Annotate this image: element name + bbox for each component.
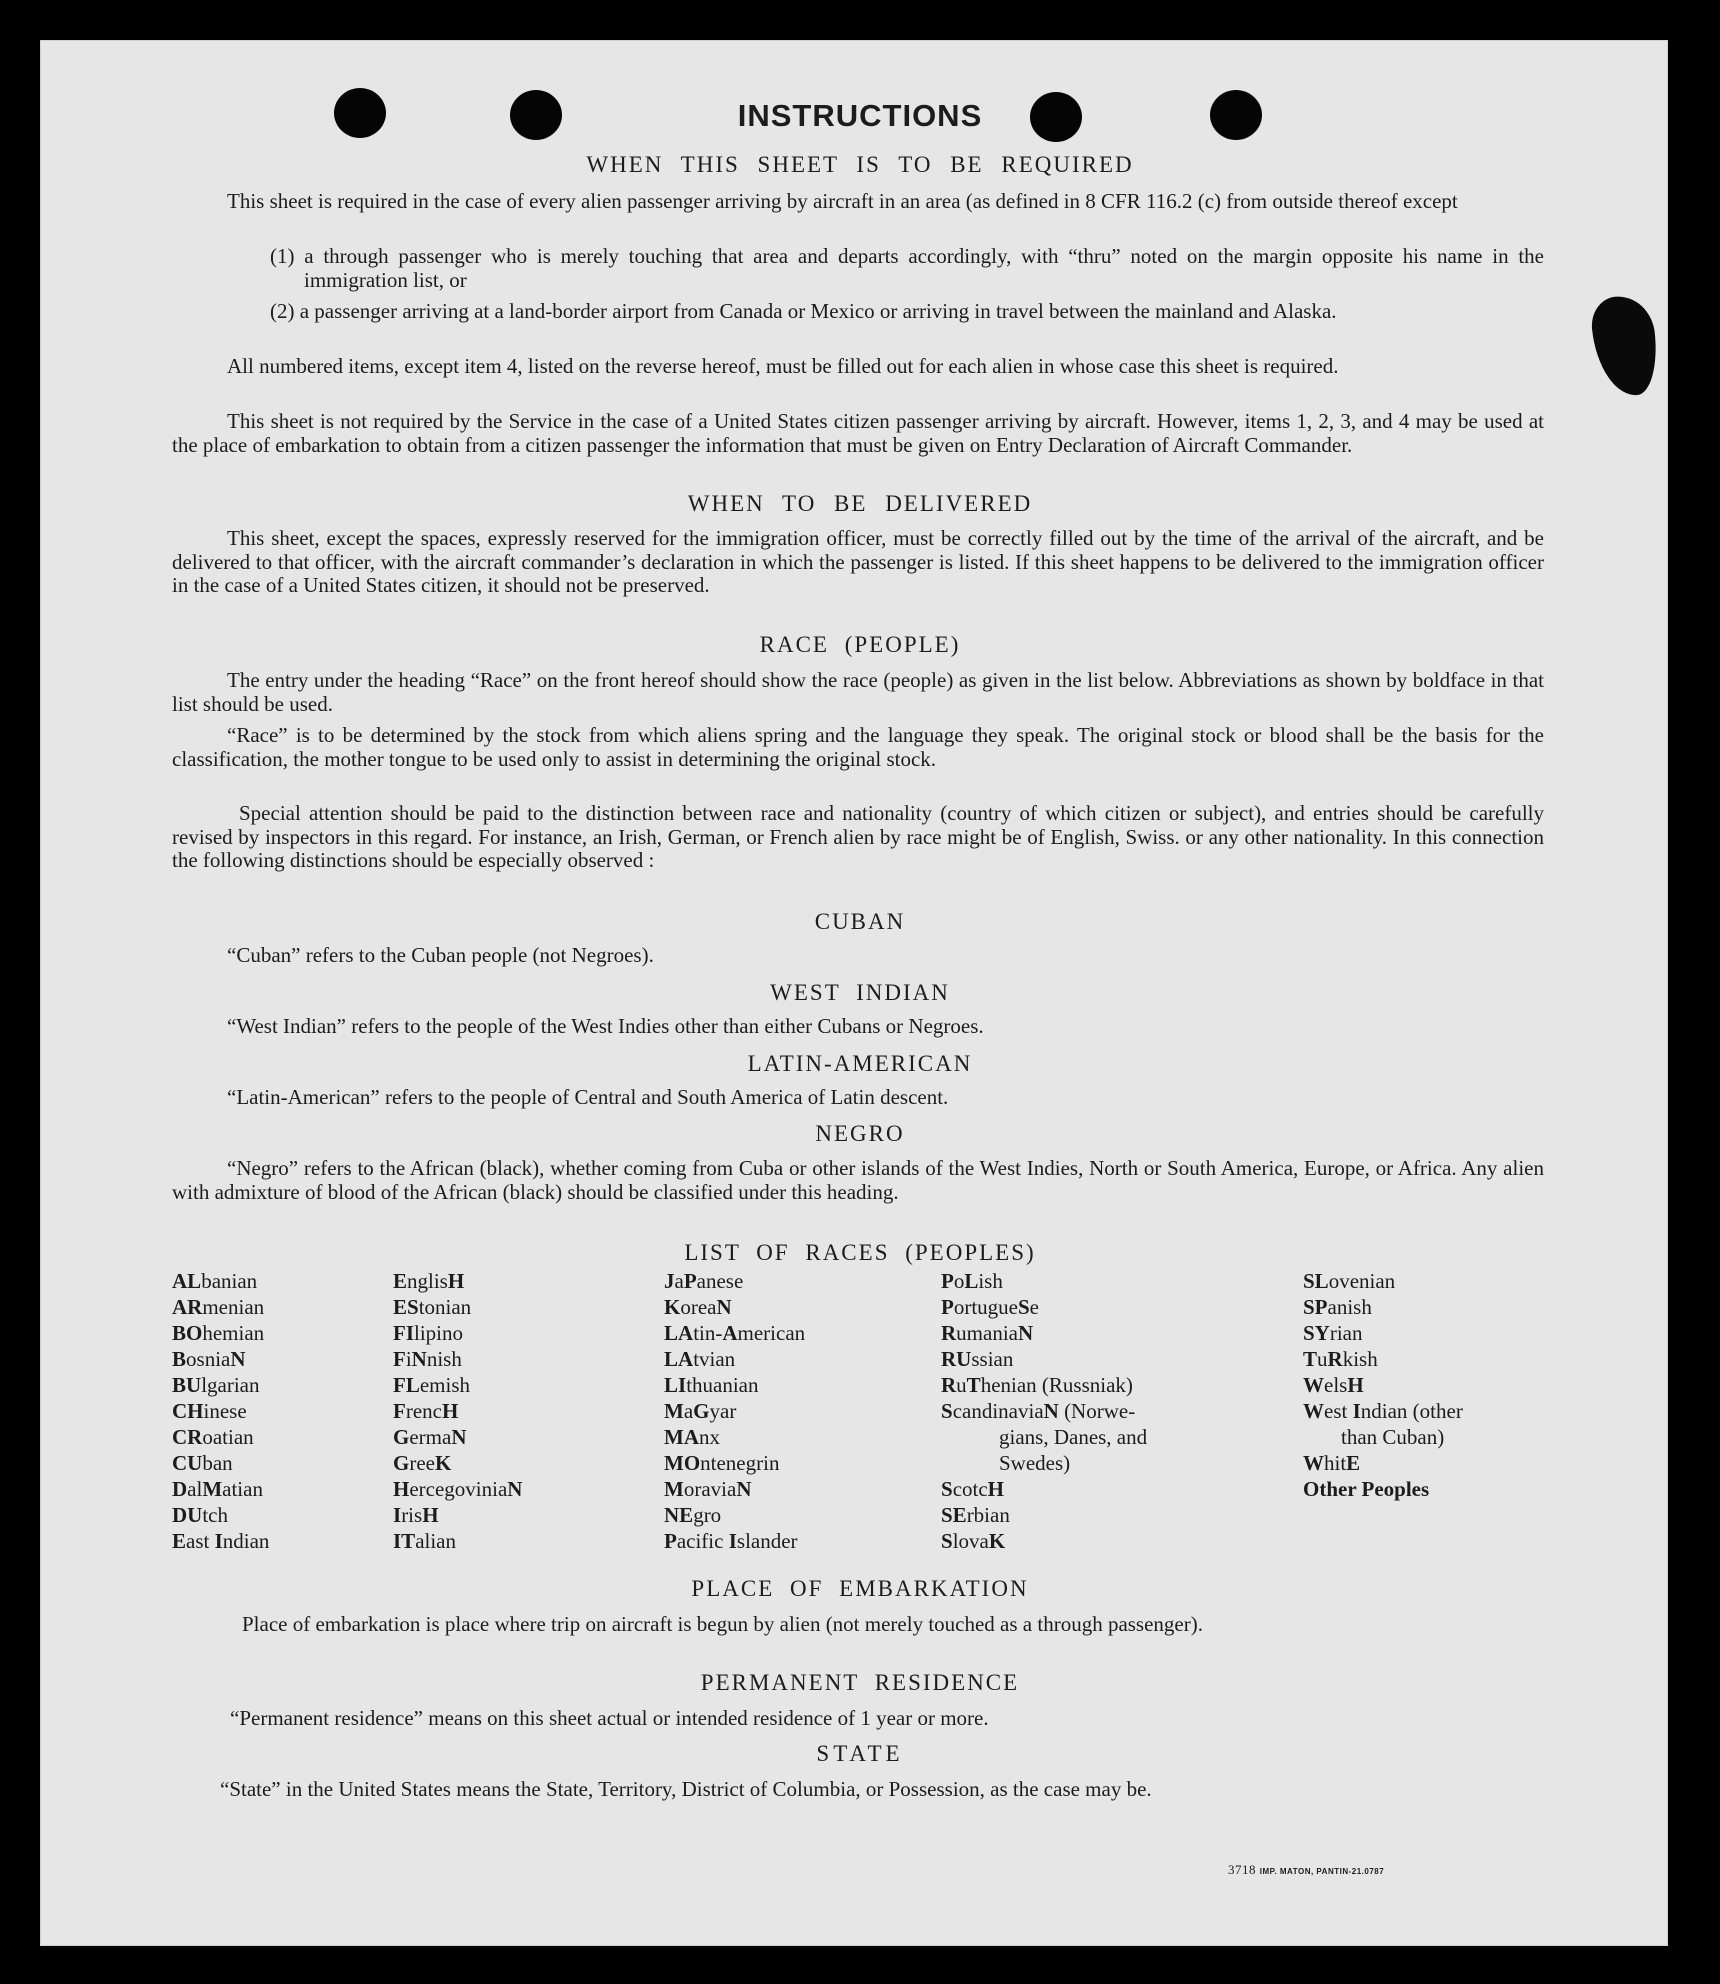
heading-residence: PERMANENT RESIDENCE [700, 1670, 1020, 1695]
paragraph: Place of embarkation is place where trip on aircraft is begun by alien (not merely touched as a through passenger). [242, 1612, 1203, 1636]
heading-west-indian: WEST INDIAN [770, 980, 950, 1005]
race-entry: SPanish [1303, 1295, 1372, 1319]
race-entry: BosniaN [172, 1347, 246, 1371]
race-entry: PoLish [941, 1269, 1003, 1293]
race-entry: SlovaK [941, 1529, 1006, 1553]
paragraph: This sheet is required in the case of every alien passenger arriving by aircraft in an area (as defined in 8 CFR 116.2 (c) from outside thereof except [227, 189, 1458, 213]
race-entry: RUssian [941, 1347, 1014, 1371]
race-entry: FrencH [393, 1399, 459, 1423]
race-entry: NEgro [664, 1503, 722, 1527]
paragraph: Special attention should be paid to the distinction between race and nationality (country of which citizen or subject), and entries should be carefully revised by inspectors in this regard. For instance, an Irish, German, or French alien by race might be of English, Swiss. or any other nationality. In this connection the following distinctions should be especially observed : [172, 801, 1544, 872]
paragraph: “Cuban” refers to the Cuban people (not Negroes). [227, 943, 654, 967]
race-entry: SErbian [941, 1503, 1010, 1527]
race-entry: RuThenian (Russniak) [941, 1373, 1133, 1397]
heading-when-delivered: WHEN TO BE DELIVERED [687, 491, 1033, 516]
race-entry: MOntenegrin [664, 1451, 780, 1475]
list-item: (1) a through passenger who is merely touching that area and departs accordingly, with “thru” noted on the margin opposite his name in the immigration list, or [270, 244, 1544, 292]
printer-footer [1228, 1862, 1384, 1878]
race-entry: FIlipino [393, 1321, 464, 1345]
race-entry: CRoatian [172, 1425, 254, 1449]
paragraph: “State” in the United States means the State, Territory, District of Columbia, or Possession, as the case may be. [220, 1777, 1152, 1801]
race-entry: EnglisH [393, 1269, 465, 1293]
race-entry: ScotcH [941, 1477, 1005, 1501]
paragraph: This sheet, except the spaces, expressly reserved for the immigration officer, must be correctly filled out by the time of the arrival of the aircraft, and be delivered to that officer, with the aircraft commander’s declaration in which the passenger is listed. If this sheet happens to be delivered to the immigration officer in the case of a United States citizen, it should not be preserved. [172, 526, 1544, 597]
heading-embarkation: PLACE OF EMBARKATION [691, 1576, 1029, 1601]
race-entry: MaGyar [664, 1399, 737, 1423]
race-entry: East Indian [172, 1529, 270, 1553]
race-entry: HercegoviniaN [393, 1477, 523, 1501]
race-entry: BUlgarian [172, 1373, 260, 1397]
paragraph: The entry under the heading “Race” on the front hereof should show the race (people) as given in the list below. Abbreviations as shown by boldface in that list should be used. [172, 668, 1544, 716]
race-entry: GreeK [393, 1451, 452, 1475]
race-entry: CHinese [172, 1399, 247, 1423]
race-column [941, 1268, 1147, 1554]
heading-cuban: CUBAN [814, 909, 906, 934]
race-entry: LAtin-American [664, 1321, 806, 1345]
race-entry: EStonian [393, 1295, 472, 1319]
race-column [664, 1268, 805, 1554]
race-entry: DUtch [172, 1503, 228, 1527]
race-entry: LAtvian [664, 1347, 736, 1371]
race-entry: MoraviaN [664, 1477, 752, 1501]
race-entry: ITalian [393, 1529, 456, 1553]
race-entry: PortugueSe [941, 1295, 1039, 1319]
paragraph: This sheet is not required by the Service in the case of a United States citizen passenger arriving by aircraft. However, items 1, 2, 3, and 4 may be used at the place of embarkation to obtain from a citizen passenger the information that must be given on Entry Declaration of Aircraft Commander. [172, 409, 1544, 457]
heading-negro: NEGRO [815, 1121, 905, 1146]
heading-latin-american: LATIN-AMERICAN [747, 1051, 973, 1076]
form-number: 3718 [1228, 1862, 1256, 1877]
race-entry: KoreaN [664, 1295, 732, 1319]
ink-blot [1589, 293, 1661, 399]
race-entry: IrisH [393, 1503, 439, 1527]
page-title: INSTRUCTIONS [737, 98, 983, 133]
race-entry: CUban [172, 1451, 233, 1475]
race-entry: WhitE [1303, 1451, 1361, 1475]
race-entry: FiNnish [393, 1347, 462, 1371]
paragraph: All numbered items, except item 4, listed on the reverse hereof, must be filled out for each alien in whose case this sheet is required. [227, 354, 1339, 378]
race-entry: TuRkish [1303, 1347, 1378, 1371]
race-entry: MAnx [664, 1425, 720, 1449]
race-entry: ARmenian [172, 1295, 265, 1319]
race-entry: ALbanian [172, 1269, 258, 1293]
race-entry: ScandinaviaN (Norwe- [941, 1399, 1136, 1423]
race-entry: gians, Danes, and [999, 1425, 1148, 1449]
paragraph: “Negro” refers to the African (black), whether coming from Cuba or other islands of the West Indies, North or South America, Europe, or Africa. Any alien with admixture of blood of the African (black) should be classified under this heading. [172, 1156, 1544, 1204]
race-entry: WelsH [1303, 1373, 1364, 1397]
paragraph: “West Indian” refers to the people of the West Indies other than either Cubans or Negroes. [227, 1014, 984, 1038]
race-entry: West Indian (other [1303, 1399, 1463, 1423]
race-entry: DalMatian [172, 1477, 263, 1501]
race-entry: than Cuban) [1341, 1425, 1445, 1449]
heading-when-required: WHEN THIS SHEET IS TO BE REQUIRED [586, 152, 1134, 177]
race-column [1303, 1268, 1463, 1502]
heading-list-of-races: LIST OF RACES (PEOPLES) [684, 1240, 1036, 1265]
heading-state: STATE [816, 1741, 904, 1766]
race-column [172, 1268, 269, 1554]
heading-race: RACE (PEOPLE) [759, 632, 961, 657]
race-entry: Other Peoples [1303, 1477, 1430, 1501]
race-entry: JaPanese [664, 1269, 744, 1293]
race-entry: SLovenian [1303, 1269, 1396, 1293]
list-item: (2) a passenger arriving at a land-border airport from Canada or Mexico or arriving in travel between the mainland and Alaska. [270, 299, 1337, 323]
race-entry: Pacific Islander [664, 1529, 798, 1553]
race-column [393, 1268, 522, 1554]
race-entry: SYrian [1303, 1321, 1363, 1345]
race-entry: LIthuanian [664, 1373, 759, 1397]
paragraph: “Race” is to be determined by the stock from which aliens spring and the language they speak. The original stock or blood shall be the basis for the classification, the mother tongue to be used only to assist in determining the original stock. [172, 723, 1544, 771]
race-entry: FLemish [393, 1373, 471, 1397]
race-entry: Swedes) [999, 1451, 1071, 1475]
printer-imprint: IMP. MATON, PANTIN-21.0787 [1259, 1867, 1385, 1876]
paragraph: “Latin-American” refers to the people of Central and South America of Latin descent. [227, 1085, 949, 1109]
race-entry: GermaN [393, 1425, 467, 1449]
race-entry: RumaniaN [941, 1321, 1034, 1345]
paragraph: “Permanent residence” means on this sheet actual or intended residence of 1 year or more. [230, 1706, 989, 1730]
race-entry: BOhemian [172, 1321, 265, 1345]
